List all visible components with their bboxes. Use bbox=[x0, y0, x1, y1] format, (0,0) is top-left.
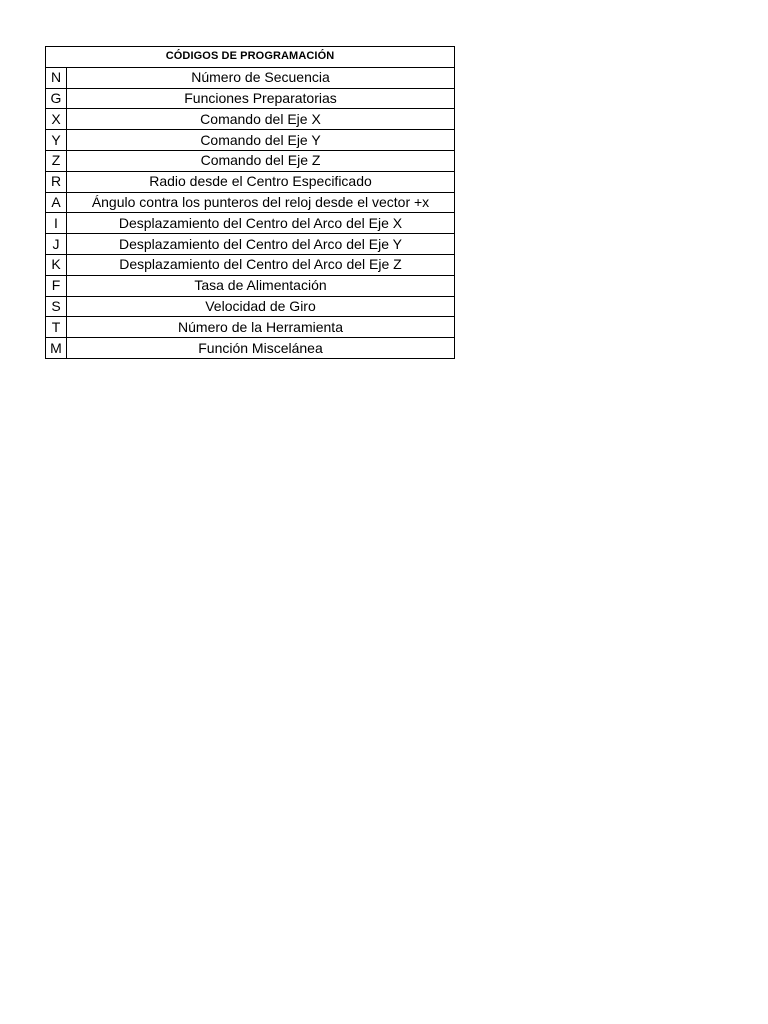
description-cell: Funciones Preparatorias bbox=[67, 88, 455, 109]
code-cell: Z bbox=[46, 150, 67, 171]
description-cell: Radio desde el Centro Especificado bbox=[67, 171, 455, 192]
table-row bbox=[46, 254, 455, 275]
table-row bbox=[46, 275, 455, 296]
table-row bbox=[46, 150, 455, 171]
description-cell: Desplazamiento del Centro del Arco del Eje Z bbox=[67, 254, 455, 275]
table-row bbox=[46, 317, 455, 338]
code-cell: M bbox=[46, 338, 67, 359]
table-row bbox=[46, 109, 455, 130]
description-cell: Comando del Eje Y bbox=[67, 130, 455, 151]
code-cell: X bbox=[46, 109, 67, 130]
description-cell: Ángulo contra los punteros del reloj desde el vector +x bbox=[67, 192, 455, 213]
code-cell: G bbox=[46, 88, 67, 109]
code-cell: F bbox=[46, 275, 67, 296]
table-row bbox=[46, 88, 455, 109]
code-cell: S bbox=[46, 296, 67, 317]
code-cell: T bbox=[46, 317, 67, 338]
description-cell: Número de Secuencia bbox=[67, 67, 455, 88]
table-row bbox=[46, 234, 455, 255]
description-cell: Número de la Herramienta bbox=[67, 317, 455, 338]
table-row bbox=[46, 171, 455, 192]
code-cell: I bbox=[46, 213, 67, 234]
code-cell: J bbox=[46, 234, 67, 255]
table-row bbox=[46, 67, 455, 88]
programming-codes-table bbox=[45, 46, 455, 359]
table-title: CÓDIGOS DE PROGRAMACIÓN bbox=[46, 47, 455, 68]
description-cell: Comando del Eje X bbox=[67, 109, 455, 130]
description-cell: Función Miscelánea bbox=[67, 338, 455, 359]
description-cell: Desplazamiento del Centro del Arco del Eje Y bbox=[67, 234, 455, 255]
table-title-row bbox=[46, 47, 455, 68]
code-cell: R bbox=[46, 171, 67, 192]
code-cell: Y bbox=[46, 130, 67, 151]
table-row bbox=[46, 130, 455, 151]
table-row bbox=[46, 338, 455, 359]
description-cell: Desplazamiento del Centro del Arco del Eje X bbox=[67, 213, 455, 234]
description-cell: Velocidad de Giro bbox=[67, 296, 455, 317]
code-cell: K bbox=[46, 254, 67, 275]
description-cell: Comando del Eje Z bbox=[67, 150, 455, 171]
code-cell: N bbox=[46, 67, 67, 88]
description-cell: Tasa de Alimentación bbox=[67, 275, 455, 296]
table-row bbox=[46, 296, 455, 317]
code-cell: A bbox=[46, 192, 67, 213]
table-row bbox=[46, 192, 455, 213]
table-row bbox=[46, 213, 455, 234]
